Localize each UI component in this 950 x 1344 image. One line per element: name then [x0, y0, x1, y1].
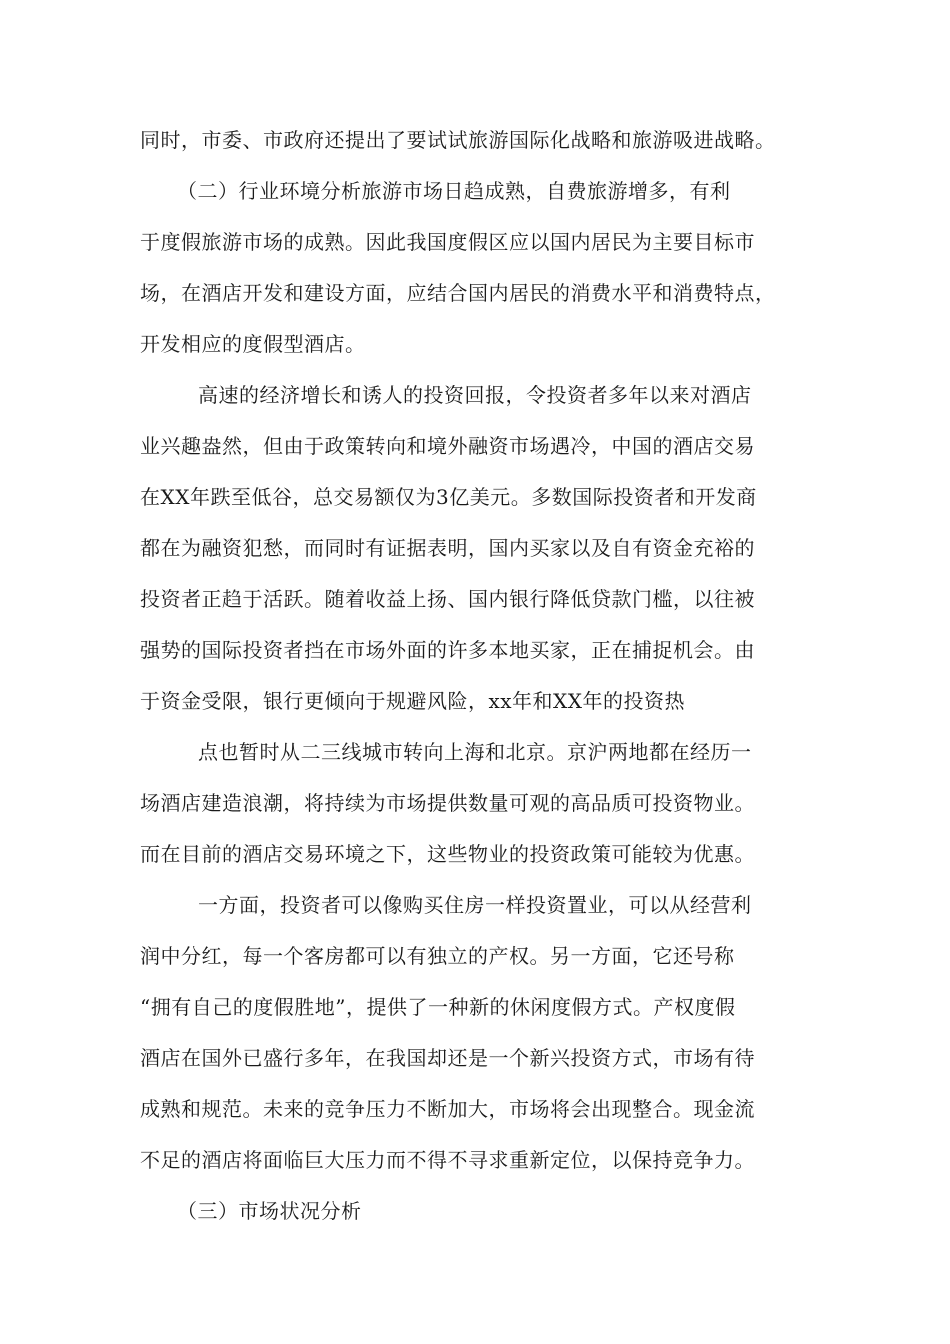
- text-line: 于资金受限，银行更倾向于规避风险，xx年和XX年的投资热: [140, 689, 686, 713]
- text-line: 不足的酒店将面临巨大压力而不得不寻求重新定位，以保持竞争力。: [140, 1148, 755, 1172]
- text-line: 场，在酒店开发和建设方面，应结合国内居民的消费水平和消费特点，: [140, 281, 776, 305]
- text-line: 酒店在国外已盛行多年，在我国却还是一个新兴投资方式，市场有待: [140, 1046, 755, 1070]
- section-heading-line: （二）行业环境分析旅游市场日趋成熟，自费旅游增多，有利: [177, 179, 731, 203]
- paragraph-first-line: 一方面，投资者可以像购买住房一样投资置业，可以从经营利: [198, 893, 752, 917]
- text-line: 业兴趣盎然，但由于政策转向和境外融资市场遇冷，中国的酒店交易: [140, 434, 755, 458]
- text-line: 润中分红，每一个客房都可以有独立的产权。另一方面，它还号称: [140, 944, 735, 968]
- text-line: 开发相应的度假型酒店。: [140, 332, 366, 356]
- text-line: 在XX年跌至低谷，总交易额仅为3亿美元。多数国际投资者和开发商: [140, 485, 757, 509]
- text-line: 成熟和规范。未来的竞争压力不断加大，市场将会出现整合。现金流: [140, 1097, 755, 1121]
- text-line: 而在目前的酒店交易环境之下，这些物业的投资政策可能较为优惠。: [140, 842, 755, 866]
- paragraph-first-line: 高速的经济增长和诱人的投资回报，令投资者多年以来对酒店: [198, 383, 752, 407]
- text-line: 于度假旅游市场的成熟。因此我国度假区应以国内居民为主要目标市: [140, 230, 755, 254]
- text-line: 都在为融资犯愁，而同时有证据表明，国内买家以及自有资金充裕的: [140, 536, 755, 560]
- text-line: “拥有自己的度假胜地”，提供了一种新的休闲度假方式。产权度假: [140, 995, 736, 1019]
- text-line: 场酒店建造浪潮，将持续为市场提供数量可观的高品质可投资物业。: [140, 791, 755, 815]
- text-line: 同时，市委、市政府还提出了要试试旅游国际化战略和旅游吸进战略。: [140, 128, 776, 152]
- text-line: 投资者正趋于活跃。随着收益上扬、国内银行降低贷款门槛，以往被: [140, 587, 755, 611]
- text-line: 强势的国际投资者挡在市场外面的许多本地买家，正在捕捉机会。由: [140, 638, 755, 662]
- section-heading-line: （三）市场状况分析: [177, 1199, 362, 1223]
- paragraph-first-line: 点也暂时从二三线城市转向上海和北京。京沪两地都在经历一: [198, 740, 752, 764]
